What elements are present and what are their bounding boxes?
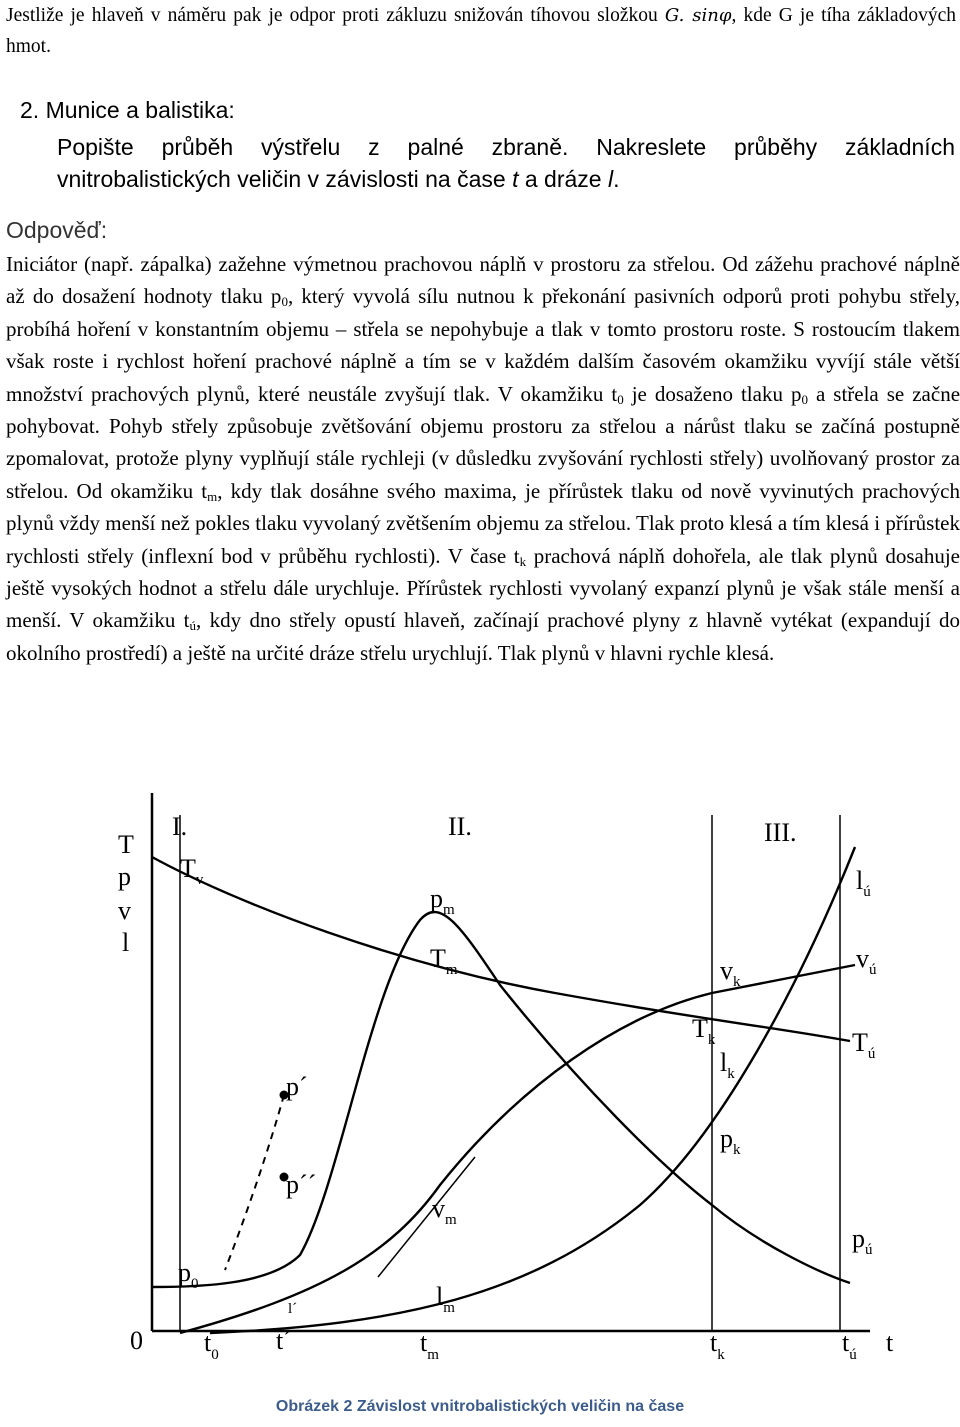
intro-formula: G. sinφ <box>664 5 732 26</box>
answer-sub: m <box>207 488 218 504</box>
phase-ii-label: II. <box>448 812 472 841</box>
intro-text-before: Jestliže je hlaveň v náměru pak je odpor proti zákluzu snižován tíhovou složkou <box>6 5 665 26</box>
label-vk: $v_k$ <box>720 956 741 990</box>
x-label-t-prime: t´ <box>276 1326 292 1355</box>
answer-seg: je dosaženo tlaku p <box>623 381 802 406</box>
answer-seg: prachová náplň dohořela, ale tlak plynů dosahuje ještě vysokých hodnot a střelu dále urychluje. Přírůstek rychlosti vyvolaný expanzí plynů je však stále menší a menší. V okamžiku t <box>6 543 960 633</box>
pressure-tangent-dashed <box>225 1095 284 1270</box>
answer-seg: , kdy tlak dosáhne svého maxima, je přírůstek tlaku od nově vyvinutých prachových plynů vždy menší než pokles tlaku vyvolaný zvětšením objemu za střelou. Tlak proto klesá a tím klesá i přírůstek rychlosti střely (inflexní bod v průběhu rychlosti). V čase t <box>6 478 960 568</box>
answer-sub: k <box>519 553 527 569</box>
y-label-v: v <box>118 896 131 925</box>
answer-sub: 0 <box>281 294 288 310</box>
label-p-prime: p´ <box>286 1072 308 1101</box>
x-label-tk: $t_k$ <box>710 1328 725 1363</box>
answer-sub: ú <box>189 618 197 634</box>
label-vu: $v_ú$ <box>856 944 877 978</box>
question-var-l: l <box>607 166 614 192</box>
question-body <box>57 131 955 195</box>
label-Tk: $T_k$ <box>692 1014 716 1048</box>
temperature-curve <box>152 857 850 1041</box>
y-label-p: p <box>118 862 131 891</box>
answer-seg: a střela se začne pohybovat. Pohyb střely způsobuje zvětšování objemu prostoru za střelou a nárůst tlaku se začíná postupně zpomalovat, protože plyny vyplňují stále rychleji (v důsledku zvyšování rychlosti střely) uvolňovaný prostor za střelou. Od okamžiku t <box>6 381 960 503</box>
intro-text-after: , kde G je tíha základových hmot. <box>6 5 956 57</box>
origin-label: 0 <box>130 1326 143 1355</box>
question-title: 2. Munice a balistika: <box>20 97 235 123</box>
question-line-2-start: vnitrobalistických veličin v závislosti na čase <box>57 166 513 192</box>
label-Tm: $T_m$ <box>430 944 458 978</box>
label-p0: $p_0$ <box>178 1258 199 1292</box>
y-label-T: T <box>118 830 134 859</box>
question-line-2 <box>57 166 619 192</box>
ballistics-diagram <box>100 785 920 1385</box>
label-Tv: $T_v$ <box>180 854 204 888</box>
phase-i-label: I. <box>172 812 188 841</box>
label-l-prime: l´ <box>288 1301 298 1317</box>
answer-seg: , kdy dno střely opustí hlaveň, začínají prachové plyny z hlavně vytékat (expandují do okolního prostředí) a ještě na určité dráze střelu urychlují. Tlak plynů v hlavni rychle klesá. <box>6 608 960 665</box>
question-line-1: Popište průběh výstřelu z palné zbraně. Nakreslete průběhy základních <box>57 134 955 160</box>
answer-seg: , který vyvolá sílu nutnou k překonání pasivních odporů proti pohybu střely, probíhá hoření v konstantním objemu – střela se nepohybuje a tlak v tomto prostoru roste. S rostoucím tlakem však roste i rychlost hoření prachové náplně a tím se v každém dalším časovém okamžiku vyvíjí stále větší množství prachových plynů, které neustále zvyšují tlak. V okamžiku t <box>6 284 960 406</box>
question-var-t: t <box>512 166 519 192</box>
x-axis-label-t: t <box>886 1328 894 1357</box>
label-vm: $v_m$ <box>432 1194 457 1228</box>
answer-label: Odpověď: <box>6 217 108 243</box>
label-pm: $p_m$ <box>430 884 455 918</box>
label-lu: $l_ú$ <box>856 866 871 900</box>
label-lm: $l_m$ <box>436 1282 455 1316</box>
label-lk: $l_k$ <box>720 1048 735 1082</box>
figure-caption: Obrázek 2 Závislost vnitrobalistických veličin na čase <box>275 1398 685 1415</box>
intro-paragraph <box>6 0 956 62</box>
velocity-tangent <box>378 1157 475 1277</box>
question-line-2-mid: a dráze <box>518 166 608 192</box>
label-Tu: $T_ú$ <box>852 1028 876 1062</box>
label-p-double-prime: p´´ <box>286 1170 317 1199</box>
label-pk: $p_k$ <box>720 1124 741 1158</box>
question-line-2-end: . <box>613 166 620 192</box>
phase-iii-label: III. <box>764 818 797 847</box>
answer-sub: 0 <box>801 391 808 407</box>
x-label-tu: $t_ú$ <box>842 1328 857 1363</box>
pressure-curve <box>152 912 850 1287</box>
answer-sub: 0 <box>617 391 624 407</box>
y-label-l: l <box>122 928 130 957</box>
label-pu: $p_ú$ <box>852 1224 873 1258</box>
answer-seg: Iniciátor (např. zápalka) zažehne výmetnou prachovou náplň v prostoru za střelou. Od zážehu prachové náplně až do dosažení hodnoty tlaku p <box>6 252 960 309</box>
x-label-t0: $t_0$ <box>204 1328 219 1363</box>
x-label-tm: $t_m$ <box>420 1328 439 1363</box>
answer-paragraph <box>6 248 960 669</box>
